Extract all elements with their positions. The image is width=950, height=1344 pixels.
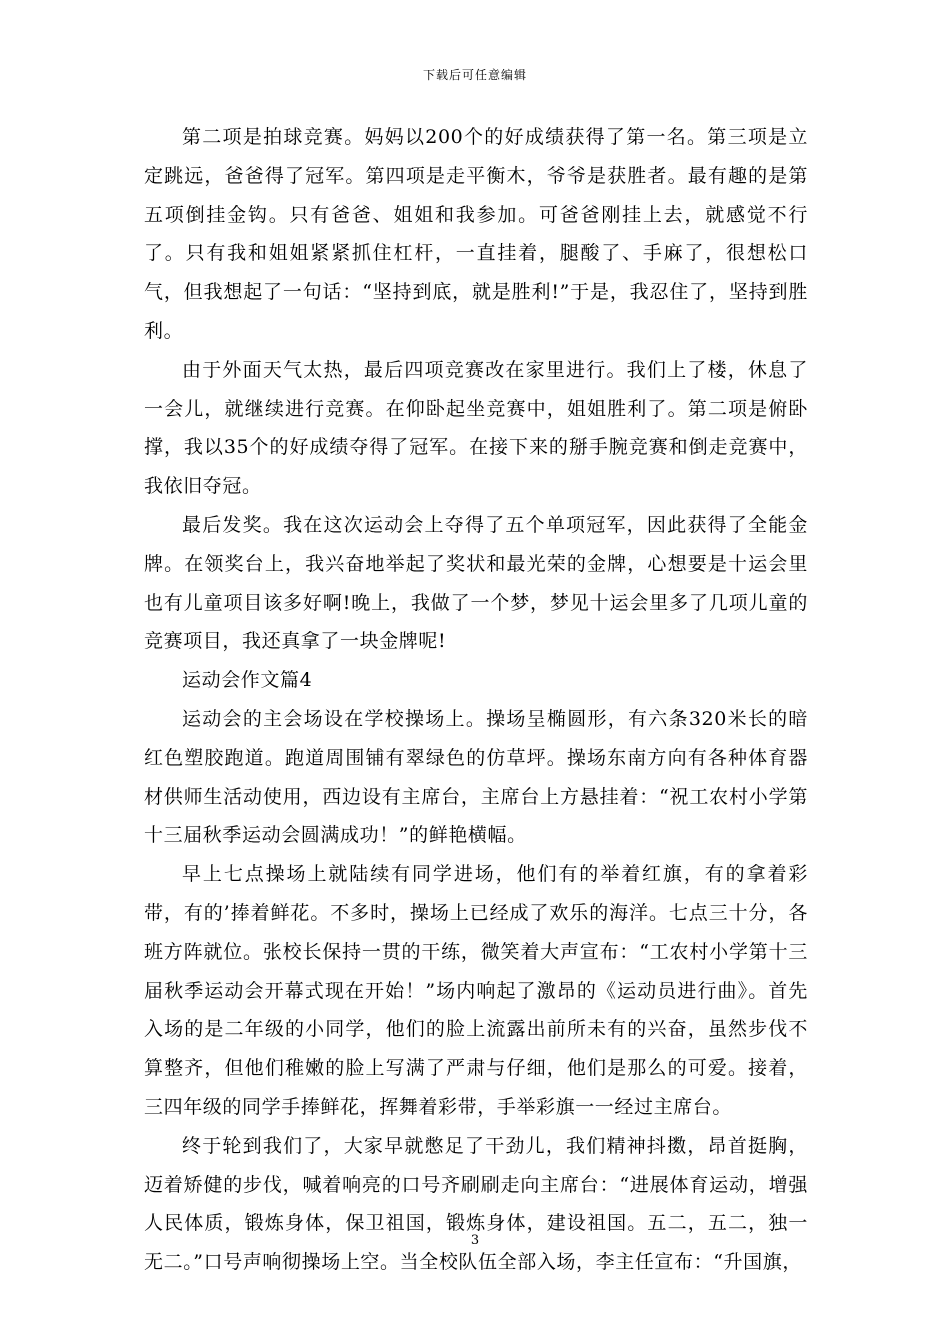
paragraph-opening-ceremony: 早上七点操场上就陆续有同学进场，他们有的举着红旗，有的拿着彩带，有的’捧着鲜花。不多时，操场上已经成了欢乐的海洋。七点三十分，各班方阵就位。张校长保持一贯的干练，微笑着大声宣布：“工农村小学第十三届秋季运动会开幕式现在开始！”场内响起了激昂的《运动员进行曲》。首先入场的是二年级的小同学，他们的脸上流露出前所未有的兴奋，虽然步伐不算整齐，但他们稚嫩的脸上写满了严肃与仔细，他们是那么的可爱。接着，三四年级的同学手捧鲜花，挥舞着彩带，手举彩旗一一经过主席台。 — [144, 863, 808, 1118]
page-header: 下载后可任意编辑 — [422, 68, 527, 82]
section-title: 运动会作文篇4 — [182, 669, 313, 692]
paragraph-venue-description: 运动会的主会场设在学校操场上。操场呈椭圆形，有六条320米长的暗红色塑胶跑道。跑道周围铺有翠绿色的仿草坪。操场东南方向有各种体育器材供师生活动使用，西边设有主席台，主席台上方悬挂着：“祝工农村小学第十三届秋季运动会圆满成功！”的鲜艳横幅。 — [144, 707, 808, 847]
paragraph-award-ceremony: 最后发奖。我在这次运动会上夺得了五个单项冠军，因此获得了全能金牌。在领奖台上，我兴奋地举起了奖状和最光荣的金牌，心想要是十运会里也有儿童项目该多好啊!晚上，我做了一个梦，梦见十运会里多了几项儿童的竞赛项目，我还真拿了一块金牌呢! — [144, 513, 808, 653]
paragraph-class-march: 终于轮到我们了，大家早就憋足了干劲儿，我们精神抖擞，昂首挺胸，迈着矫健的步伐，喊着响亮的口号齐刷刷走向主席台：“进展体育运动，增强人民体质，锻炼身体，保卫祖国，锻炼身体，建设祖国。五二，五二，独一无二。”口号声响彻操场上空。当全校队伍全部入场，李主任宣布：“升国旗， — [144, 1134, 808, 1274]
document-body — [144, 118, 808, 1282]
paragraph-sports-day-results: 第二项是拍球竞赛。妈妈以200个的好成绩获得了第一名。第三项是立定跳远，爸爸得了冠军。第四项是走平衡木，爷爷是获胜者。最有趣的是第五项倒挂金钩。只有爸爸、姐姐和我参加。可爸爸刚挂上去，就感觉不行了。只有我和姐姐紧紧抓住杠杆，一直挂着，腿酸了、手麻了，很想松口气，但我想起了一句话：“坚持到底，就是胜利!”于是，我忍住了，坚持到胜利。 — [144, 126, 808, 342]
paragraph-indoor-contests: 由于外面天气太热，最后四项竞赛改在家里进行。我们上了楼，休息了一会儿，就继续进行竞赛。在仰卧起坐竞赛中，姐姐胜利了。第二项是俯卧撑，我以35个的好成绩夺得了冠军。在接下来的掰手腕竞赛和倒走竞赛中，我依旧夺冠。 — [144, 358, 808, 498]
page-number: 3 — [470, 1233, 480, 1248]
